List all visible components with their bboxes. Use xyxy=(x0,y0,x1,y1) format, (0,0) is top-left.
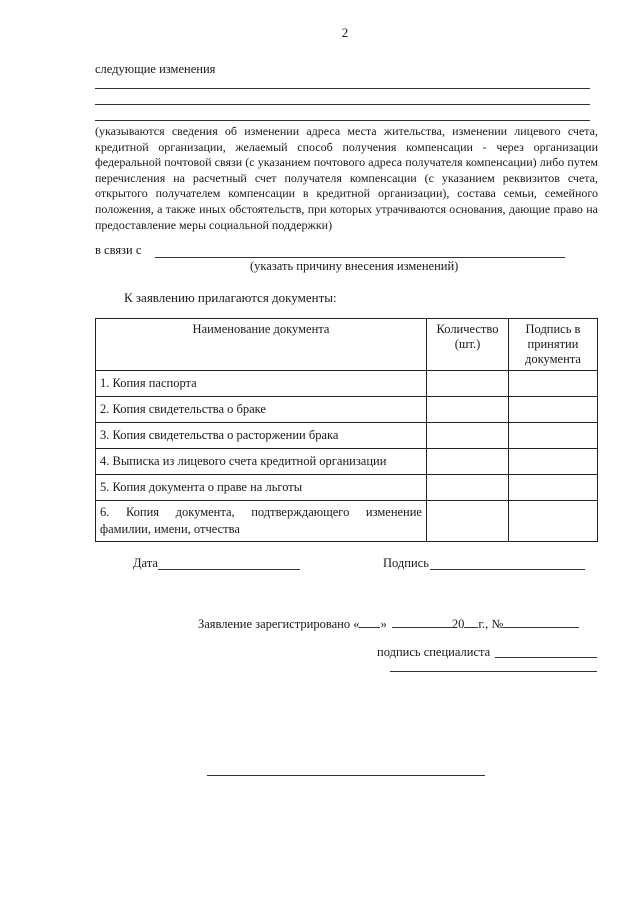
document-name: 1. Копия паспорта xyxy=(96,371,427,397)
signature-label: Подпись xyxy=(383,556,429,570)
explanation-note: (указываются сведения об изменении адреса места жительства, изменении лицевого счета, кредитной организации, желаемый способ получения компенсации - через организации федеральной почтовой связи (с указанием почтового адреса получателя компенсации) либо путем перечисления на расчетный счет получателя компенсации (с указанием реквизитов счета, открытого получателем компенсации в кредитной организации), состава семьи, семейного положения, а также иных обстоятельств, при которых утрачиваются основания, дающие право на предоставление меры социальной поддержки) xyxy=(95,124,598,232)
document-name: 4. Выписка из лицевого счета кредитной организации xyxy=(96,449,427,475)
changes-line-3 xyxy=(95,120,590,121)
document-name: 5. Копия документа о праве на льготы xyxy=(96,475,427,501)
signature-cell[interactable] xyxy=(509,371,598,397)
column-header-document: Наименование документа xyxy=(96,319,427,371)
column-header-signature: Подпись в принятии документа xyxy=(509,319,598,371)
changes-line-2 xyxy=(95,104,590,105)
signature-cell[interactable] xyxy=(509,423,598,449)
registration-year-prefix: 20 xyxy=(451,617,465,631)
table-row xyxy=(96,501,598,542)
specialist-signature-line[interactable] xyxy=(495,657,597,658)
quantity-cell[interactable] xyxy=(427,423,509,449)
date-label: Дата xyxy=(133,556,158,570)
quantity-cell[interactable] xyxy=(427,449,509,475)
document-name: 6. Копия документа, подтверждающего изменение фамилии, имени, отчества xyxy=(96,501,427,542)
registration-year-blank[interactable] xyxy=(464,614,478,628)
document-name: 2. Копия свидетельства о браке xyxy=(96,397,427,423)
table-row xyxy=(96,475,598,501)
page-number: 2 xyxy=(341,25,349,40)
document-name: 3. Копия свидетельства о расторжении брака xyxy=(96,423,427,449)
table-row xyxy=(96,423,598,449)
reason-line xyxy=(155,257,565,258)
registration-line xyxy=(198,614,579,632)
signature-cell[interactable] xyxy=(509,397,598,423)
quantity-cell[interactable] xyxy=(427,475,509,501)
table-row xyxy=(96,449,598,475)
changes-line-1 xyxy=(95,88,590,89)
registration-number-blank[interactable] xyxy=(503,614,579,628)
reason-label: в связи с xyxy=(95,243,142,257)
table-header-row xyxy=(96,319,598,371)
date-line[interactable] xyxy=(158,569,300,570)
registration-quote-close: » xyxy=(380,617,387,631)
specialist-signature-label: подпись специалиста xyxy=(377,645,491,659)
registration-year-suffix: г., № xyxy=(478,617,504,631)
attachments-heading: К заявлению прилагаются документы: xyxy=(124,290,337,305)
table-row xyxy=(96,397,598,423)
registration-prefix: Заявление зарегистрировано « xyxy=(198,617,360,631)
specialist-name-line[interactable] xyxy=(390,671,597,672)
table-row xyxy=(96,371,598,397)
registration-month-blank[interactable] xyxy=(392,614,452,628)
quantity-cell[interactable] xyxy=(427,397,509,423)
signature-line[interactable] xyxy=(430,569,585,570)
column-header-quantity: Количество (шт.) xyxy=(427,319,509,371)
signature-cell[interactable] xyxy=(509,449,598,475)
intro-text: следующие изменения xyxy=(95,62,216,76)
footer-line xyxy=(207,775,485,776)
signature-cell[interactable] xyxy=(509,501,598,542)
quantity-cell[interactable] xyxy=(427,501,509,542)
signature-cell[interactable] xyxy=(509,475,598,501)
attachments-table xyxy=(95,318,598,542)
reason-caption: (указать причину внесения изменений) xyxy=(250,259,459,273)
quantity-cell[interactable] xyxy=(427,371,509,397)
registration-day-blank[interactable] xyxy=(359,614,380,628)
